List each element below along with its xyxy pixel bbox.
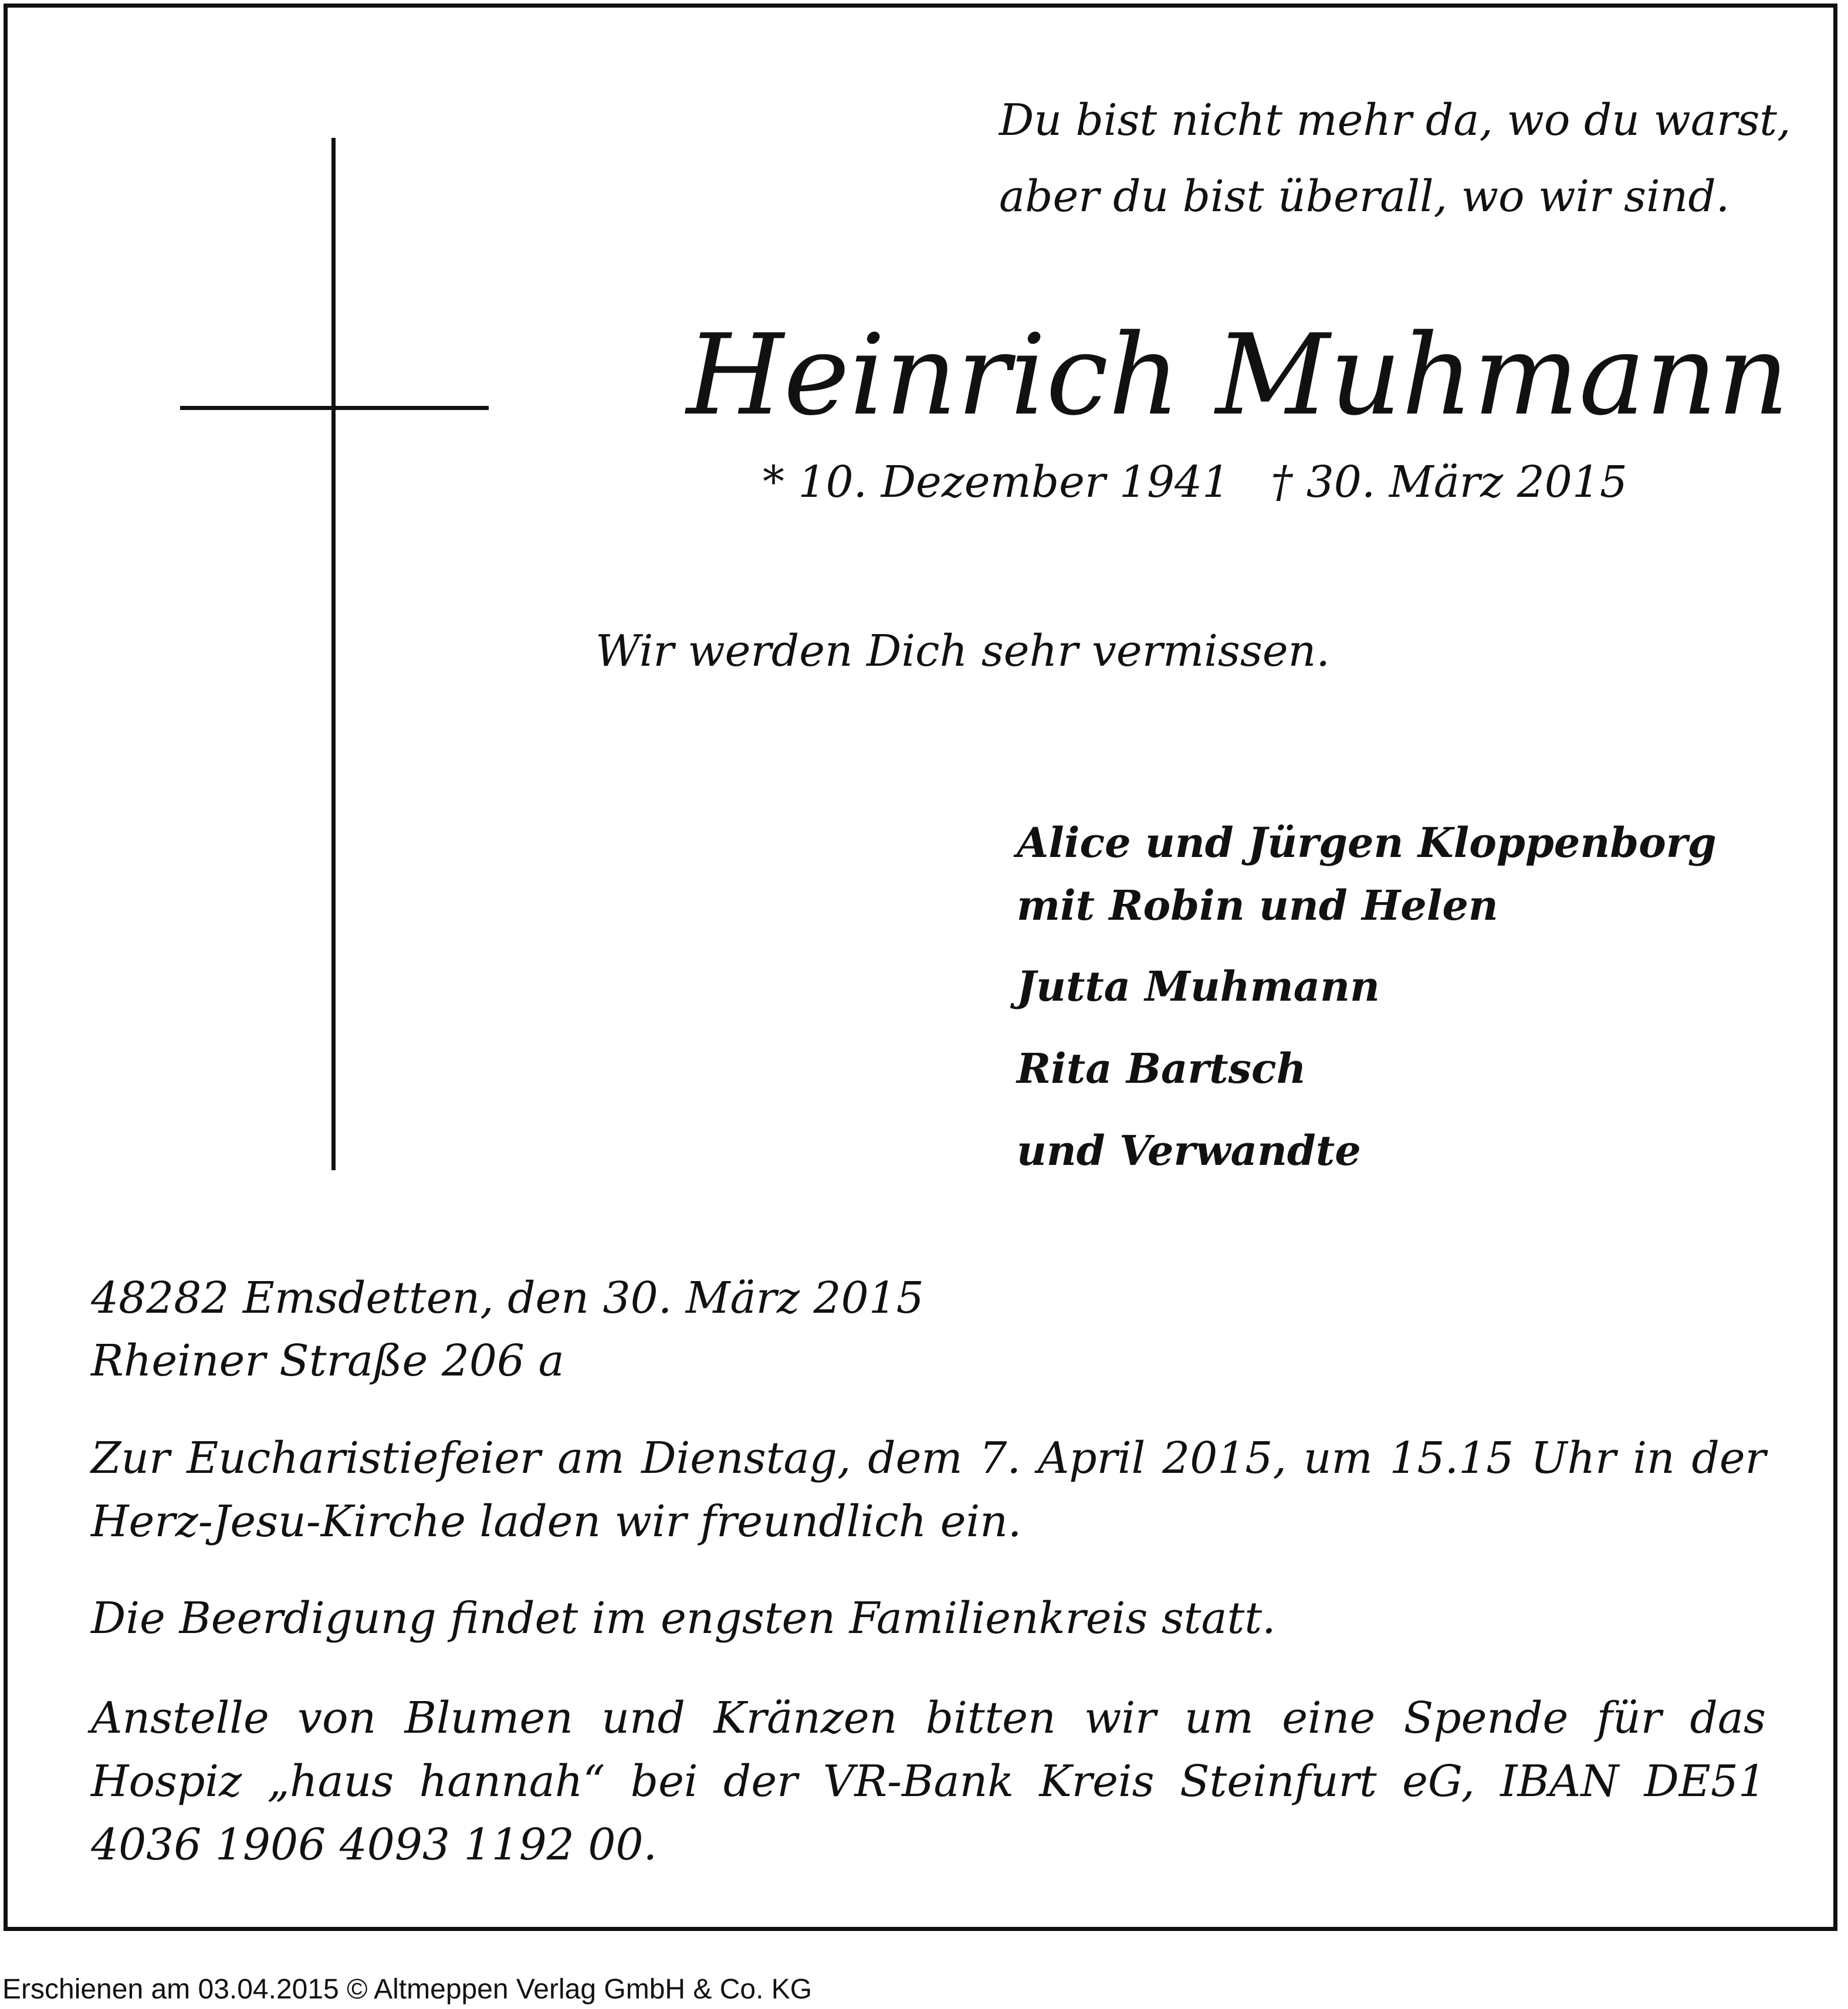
motto-line-2: aber du bist überall, wo wir sind. [999, 171, 1730, 222]
place-date-line: 48282 Emsdetten, den 30. März 2015 [91, 1273, 924, 1323]
publication-footer: Erschienen am 03.04.2015 © Altmeppen Verlag GmbH & Co. KG [2, 1974, 813, 2005]
cross-horizontal-bar [180, 406, 489, 410]
mourner-line: und Verwandte [1017, 1126, 1361, 1175]
motto [999, 82, 1791, 235]
mourner-line: mit Robin und Helen [1017, 881, 1498, 930]
mourner-line: Alice und Jürgen Kloppenborg [1017, 818, 1717, 867]
mass-paragraph: Zur Eucharistiefeier am Dienstag, dem 7. April 2015, um 15.15 Uhr in der Herz-Jesu-Kirche laden wir freundlich ein. [91, 1433, 1766, 1547]
burial-paragraph: Die Beerdigung findet im engsten Familienkreis statt. [91, 1593, 1276, 1644]
deceased-name: Heinrich Muhmann [686, 310, 1789, 440]
cross-vertical-bar [331, 138, 336, 1170]
place-and-address [91, 1267, 924, 1393]
mourner-line: Jutta Muhmann [1017, 962, 1380, 1011]
death-date: † 30. März 2015 [1271, 457, 1628, 507]
donation-paragraph: Anstelle von Blumen und Kränzen bitten wir um eine Spende für das Hospiz „haus hannah“ bei der VR-Bank Kreis Steinfurt eG, IBAN DE51 4036 1906 4093 1192 00. [91, 1693, 1766, 1870]
life-dates [763, 453, 1627, 511]
street-line: Rheiner Straße 206 a [91, 1336, 564, 1386]
mourner-line: Rita Bartsch [1017, 1044, 1307, 1093]
farewell-line: Wir werden Dich sehr vermissen. [595, 626, 1330, 676]
motto-line-1: Du bist nicht mehr da, wo du warst, [999, 95, 1791, 145]
birth-date: * 10. Dezember 1941 [763, 457, 1230, 507]
